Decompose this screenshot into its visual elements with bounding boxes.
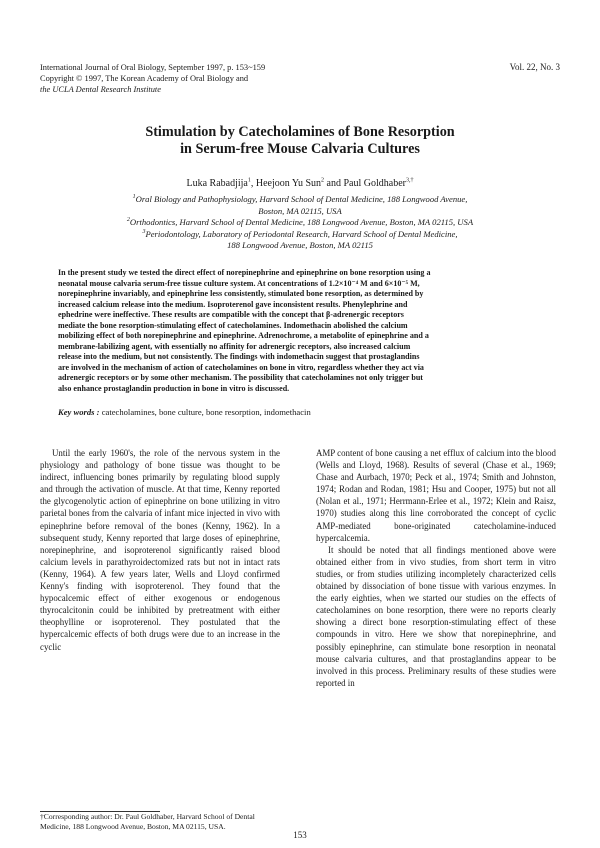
title-line-2: in Serum-free Mouse Calvaria Cultures — [180, 141, 420, 157]
journal-info — [40, 62, 400, 95]
abstract-line: membrane-labilizing agent, with essentially no affinity for adrenergic receptors, also increased calcium — [58, 341, 411, 351]
paragraph: AMP content of bone causing a net efflux of calcium into the blood (Wells and Lloyd, 1968). Results of several (Chase et al., 1969; Chase and Aurbach, 1970; Peck et al., 1974; Smith and Johnston, 1974; Rodan and Rodan, 1981; Hsu and Cooper, 1975) but not all (Nolan et al., 1971; Herrmann-Erlee et al., 1972; Klein and Raisz, 1970) studies along this line corroborated the concept of cyclic AMP-mediated bone-originated catecholamine-induced hypercalcemia. — [316, 448, 556, 543]
abstract-line: mobilizing effect of both norepinephrine and epinephrine. Adrenochrome, a metabolite of epinephrine and a — [58, 331, 429, 341]
abstract-line: release into the medium, but not consistently. The findings with indomethacin suggest that prostaglandins — [58, 352, 420, 362]
abstract-line: increased calcium release into the medium. Isoproterenol gave inconsistent results. Phenylephrine and — [58, 299, 408, 309]
abstract-line: In the present study we tested the direct effect of norepinephrine and epinephrine on bone resorption using a — [58, 268, 431, 277]
abstract-line: are involved in the mechanism of action of catecholamines on bone in vitro, regardless whether they act via — [58, 362, 424, 372]
journal-line: International Journal of Oral Biology, September 1997, p. 153~159 — [40, 63, 266, 72]
abstract-line: mediate the bone resorption-stimulating effect of catecholamines. Indomethacin abolished the calcium — [58, 320, 408, 330]
body-left-column — [40, 447, 280, 653]
abstract-line: ephedrine were ineffective. These results are compatible with the concept that β-adrenergic receptors — [58, 310, 404, 320]
abstract-line: adrenergic receptors or by some other mechanism. The possibility that catecholamines not only trigger but — [58, 373, 423, 383]
author-1-sup: 1 — [247, 177, 251, 184]
keywords-text: catecholamines, bone culture, bone resorption, indomethacin — [99, 407, 311, 417]
copyright-line: Copyright © 1997, The Korean Academy of Oral Biology and — [40, 74, 249, 83]
affiliation-line: $^3$Periodontology, Laboratory of Periodontal Research, Harvard School of Dental Medicine, — [142, 228, 458, 239]
paragraph: Until the early 1960's, the role of the nervous system in the physiology and pathology of bone tissue was thought to be indirect, influencing bones primarily by regulating blood supply and through the activation of muscle. At that time, Kenny reported the glycogenolytic action of epinephrine on bone utilizing in vitro parietal bones from the calvaria of infant mice injected in vivo with epinephrine before removal of the bones (Kenny, 1962). In a subsequent study, Kenny reported that large doses of epinephrine, norepinephrine, and isoproterenol significantly raised blood calcium levels in parathyroidectomized rats but not in intact rats (Kenny, 1964). A few years later, Wells and Lloyd confirmed Kenny's finding with isoproterenol. They found that the hypocalcemic effect of either exogenous or endogenous thyrocalcitonin could be inhibited by pretreatment with either theophylline or isoproterenol. They postulated that the hypercalcemic effects of both drugs were due to an increase in the cyclic — [40, 448, 280, 652]
abstract-line: neonatal mouse calvaria serum-free tissue culture system. At concentrations of 1.2×10⁻⁴ M and 6×10⁻⁵ M, — [58, 278, 420, 288]
footnote: †Corresponding author: Dr. Paul Goldhaber, Harvard School of Dental Medicine, 188 Longwood Avenue, Boston, MA 02115, USA. — [40, 812, 255, 831]
affiliation-line: $^2$Orthodontics, Harvard School of Dental Medicine, 188 Longwood Avenue, Boston, MA 02115, USA — [126, 217, 474, 228]
author-list: Luka Rabadjija$^1$, Heejoon Yu Sun$^2$ and Paul Goldhaber$^{3,\dagger}$ — [186, 177, 414, 189]
author-2-sup: 2 — [321, 177, 325, 184]
abstract-line: also enhance prostaglandin production in bone in vitro is discussed. — [58, 384, 290, 394]
author-2: Heejoon Yu Sun — [255, 178, 322, 189]
page-number: 153 — [293, 830, 307, 840]
article-title — [0, 124, 600, 158]
copyright-line-2: the UCLA Dental Research Institute — [40, 85, 161, 94]
keywords-label: Key words : — [58, 407, 100, 417]
abstract-line: norepinephrine invariably, and epinephrine less consistently, stimulated bone resorption, as determined by — [58, 289, 424, 299]
affiliation-line: Boston, MA 02115, USA — [258, 205, 342, 216]
volume-number: Vol. 22, No. 3 — [509, 62, 560, 72]
keywords — [58, 407, 542, 417]
affiliations — [0, 194, 600, 252]
author-3: Paul Goldhaber — [343, 178, 406, 189]
author-3-sup: 3,† — [406, 177, 414, 184]
paragraph: It should be noted that all findings mentioned above were obtained either from in vivo studies, from short term in vitro studies, or from studies utilizing incompletely characterized cells obtained by dissociation of bone tissue with various enzymes. In the early eighties, when we started our studies on the effects of catecholamines on bone resorption, there were no reports clearly showing a direct bone resorption-stimulating effect of these compounds in vitro. Here we show that norepinephrine, and possibly epinephrine, can stimulate bone resorption in neonatal mouse calvaria cultures, and that prostaglandins appear to be involved in this process. Preliminary results of these studies were reported in — [316, 544, 556, 688]
affiliation-line: $^1$Oral Biology and Pathophysiology, Harvard School of Dental Medicine, 188 Longwood Avenue, — [132, 194, 468, 204]
affiliation-line: 188 Longwood Avenue, Boston, MA 02115 — [227, 240, 373, 251]
author-1: Luka Rabadjija — [186, 178, 248, 189]
abstract — [58, 268, 542, 395]
title-line-1: Stimulation by Catecholamines of Bone Resorption — [145, 124, 455, 140]
body-right-column — [316, 447, 556, 689]
